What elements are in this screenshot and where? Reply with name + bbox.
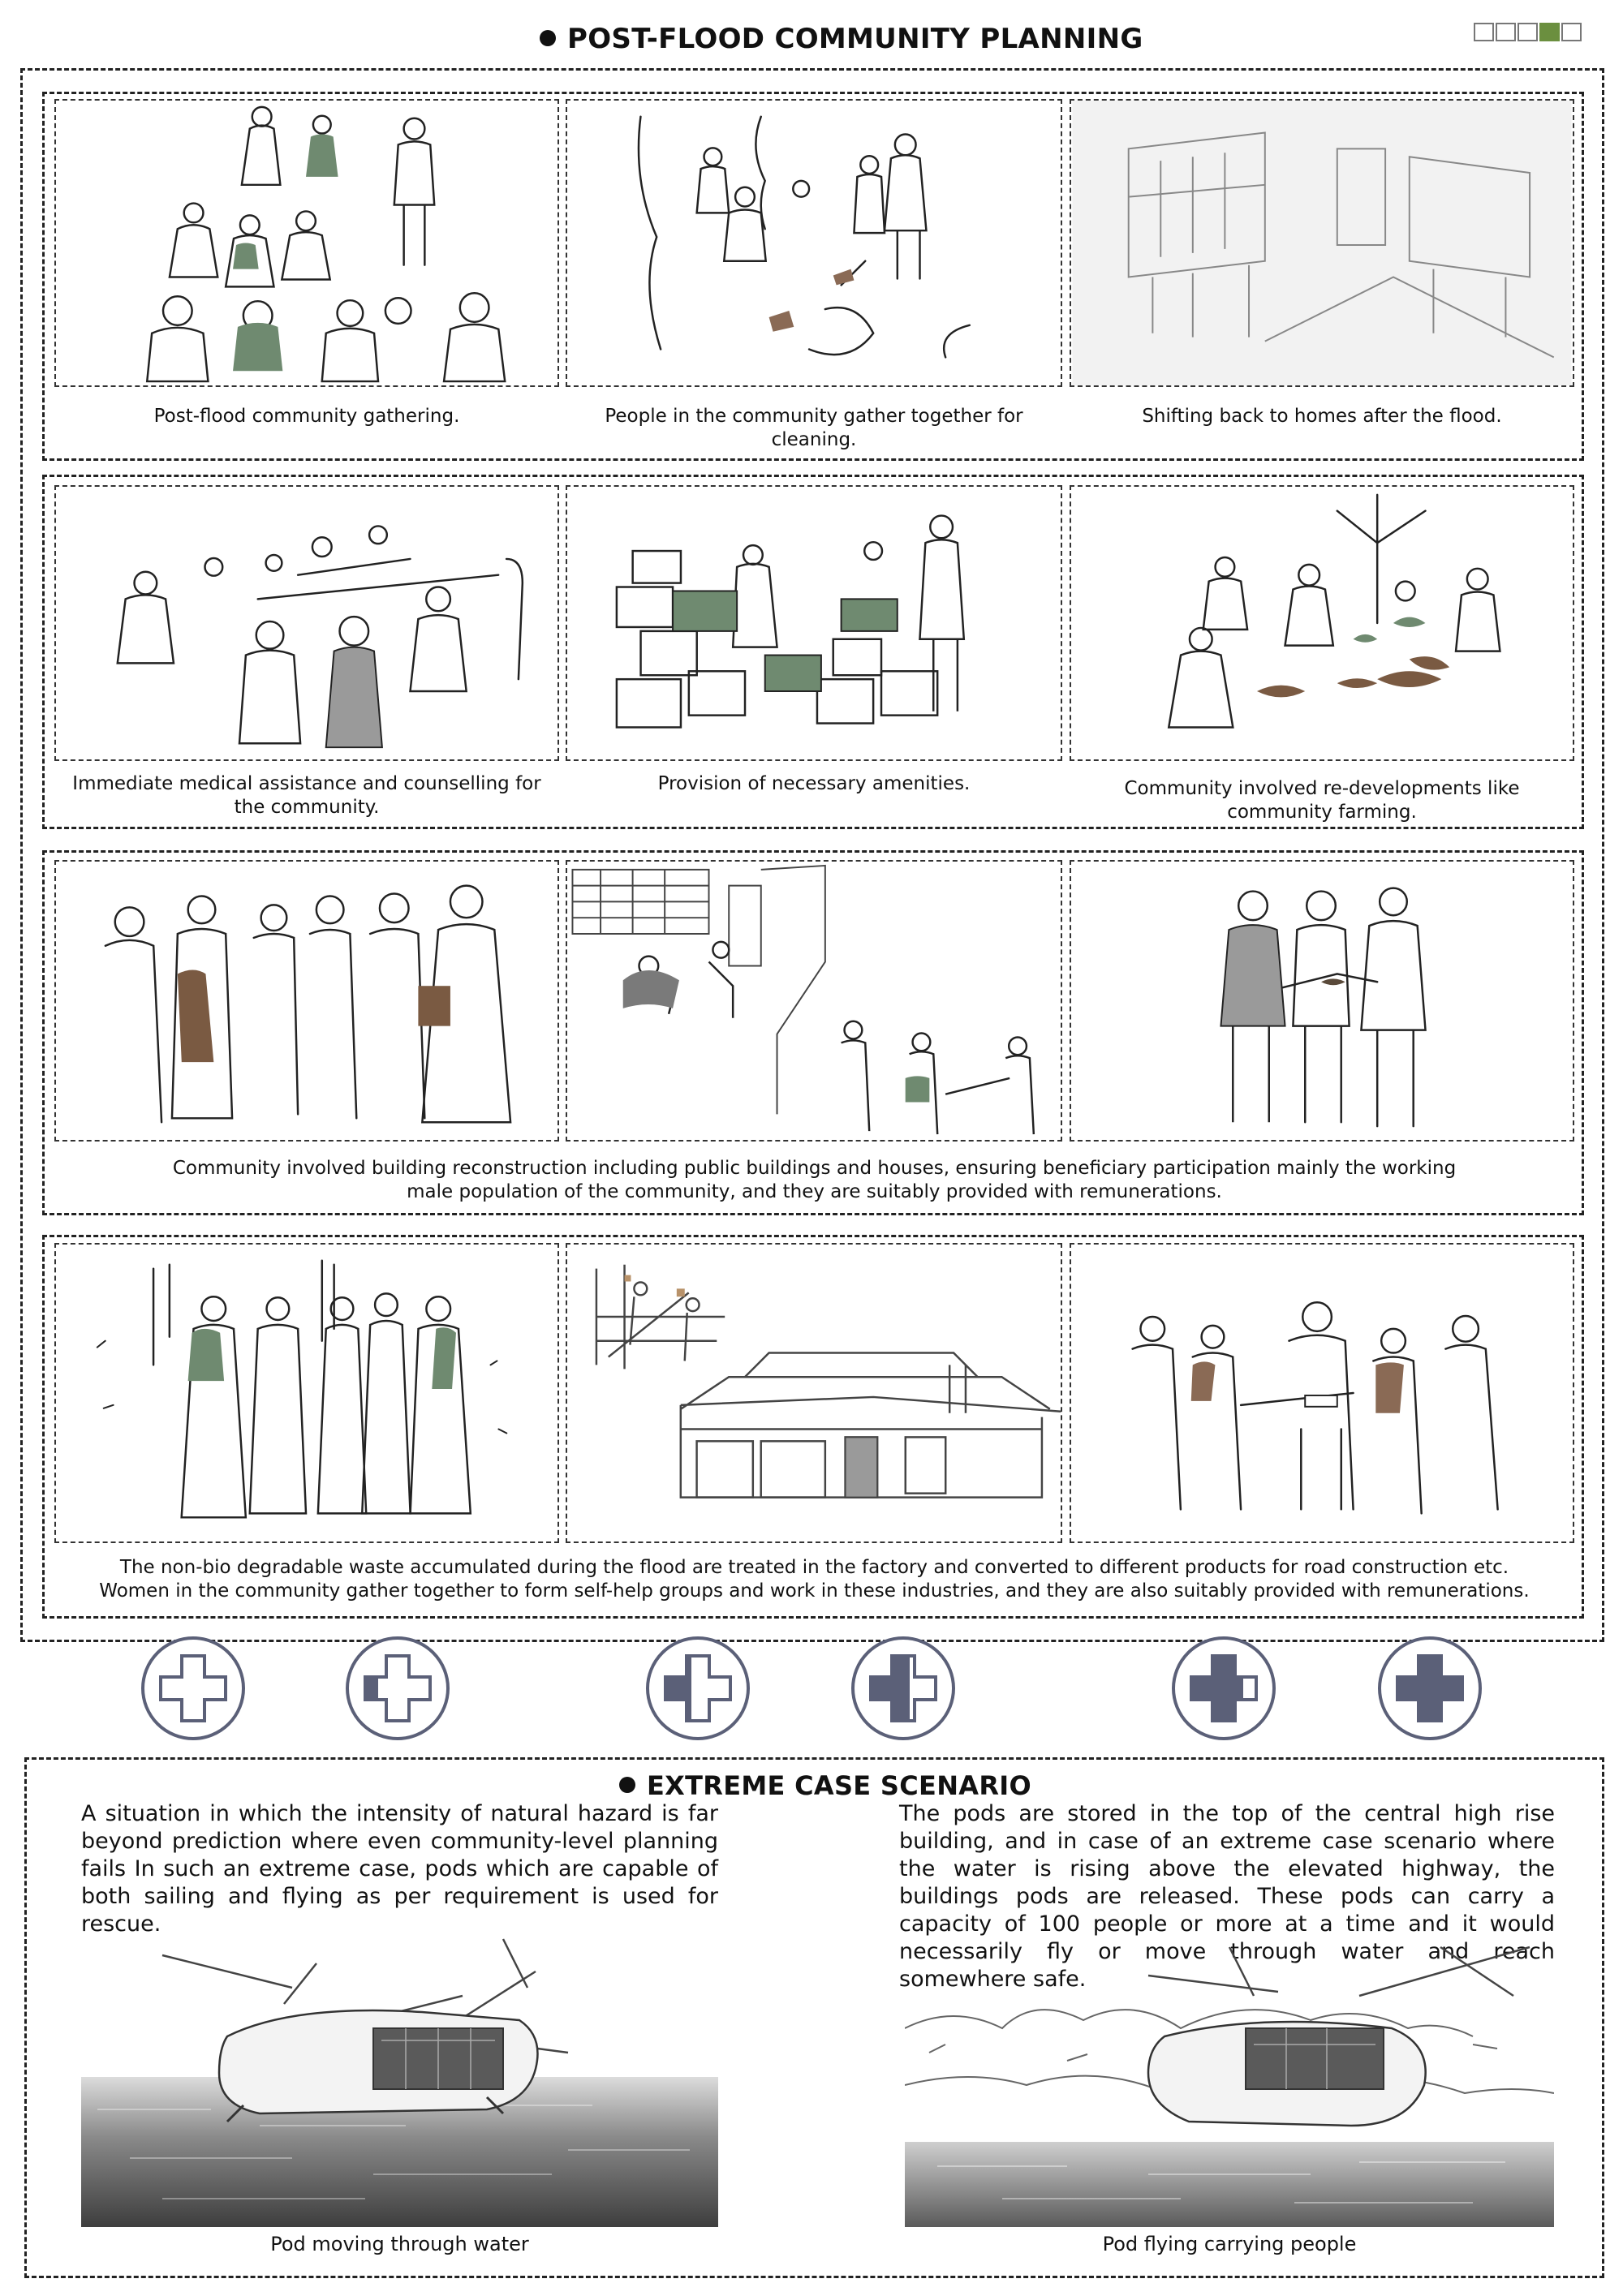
progress-step: [1561, 23, 1582, 41]
page-progress-indicator: [1474, 23, 1582, 41]
caption-pod-flying: Pod flying carrying people: [1102, 2233, 1357, 2255]
cross-icon-row: [0, 1636, 1623, 1741]
medical-cross-icon: [347, 1638, 448, 1739]
pod-sailing-icon: [81, 1931, 718, 2227]
progress-step-current: [1539, 23, 1560, 41]
caption-shifting-home: Shifting back to homes after the flood.: [1142, 406, 1502, 427]
medical-cross-icon: [648, 1638, 748, 1739]
amenities-boxes-sketch-icon: [567, 487, 1061, 759]
women-self-help-group-sketch-icon: [56, 1245, 558, 1541]
community-cleaning-sketch-icon: [567, 101, 1061, 385]
brick-construction-sketch-icon: [567, 862, 1061, 1140]
bullet-icon: [540, 30, 556, 46]
pod-water-illustration: [81, 1931, 718, 2227]
caption-cleaning: People in the community gather together for cleaning.: [605, 406, 1023, 450]
medical-cross-icon: [1173, 1638, 1274, 1739]
farming-sketch: [1070, 485, 1574, 761]
caption-farming: Community involved re-developments like community farming.: [1124, 778, 1520, 823]
women-receiving-payment-sketch-icon: [1071, 1245, 1573, 1541]
stilt-houses-sketch-icon: [1071, 101, 1573, 385]
community-farming-sketch-icon: [1071, 487, 1573, 759]
pod-flying-icon: [905, 1931, 1554, 2227]
page-title: [540, 23, 1143, 55]
caption-waste-factory-line1: The non-bio degradable waste accumulated during the flood are treated in the factory and converted to different products for road construction etc.: [119, 1557, 1509, 1578]
progress-step: [1496, 23, 1516, 41]
progress-step: [1518, 23, 1538, 41]
shifting-home-sketch: [1070, 99, 1574, 387]
workers-sketch: [54, 860, 559, 1142]
women-group-sketch: [54, 1243, 559, 1543]
caption-amenities: Provision of necessary amenities.: [657, 773, 971, 794]
workers-group-sketch-icon: [56, 862, 558, 1140]
community-gathering-sketch-icon: [56, 101, 558, 385]
extreme-case-left-text: A situation in which the intensity of natural hazard is far beyond prediction where even community-level planning fails In such an extreme case, pods which are capable of both sailing and flying as per requirement is used for rescue.: [81, 1801, 718, 1937]
caption-reconstruction: [54, 1157, 1574, 1204]
handshake-sketch: [1070, 860, 1574, 1142]
medical-cross-icon: [143, 1638, 243, 1739]
pod-flying-illustration: [905, 1931, 1554, 2227]
bullet-icon: [619, 1777, 635, 1793]
factory-sketch: [566, 1243, 1062, 1543]
page-title-text: POST-FLOOD COMMUNITY PLANNING: [567, 23, 1143, 55]
medical-sketch: [54, 485, 559, 761]
medical-cross-icon: [1380, 1638, 1480, 1739]
cleaning-sketch: [566, 99, 1062, 387]
medical-assistance-sketch-icon: [56, 487, 558, 759]
caption-waste-factory-line2: Women in the community gather together to form self-help groups and work in these industries, and they are also suitably provided with remunerations.: [99, 1580, 1530, 1602]
extreme-case-title: [619, 1770, 1031, 1801]
women-payment-sketch: [1070, 1243, 1574, 1543]
caption-pod-water: Pod moving through water: [270, 2233, 529, 2255]
extreme-case-title-text: EXTREME CASE SCENARIO: [647, 1770, 1031, 1801]
progress-step: [1474, 23, 1494, 41]
caption-reconstruction-text: Community involved building reconstruction including public buildings and houses, ensuring beneficiary participation mainly the working male population of the community, and they are suitably provided with remunerations.: [172, 1158, 1457, 1202]
factory-building-sketch-icon: [567, 1245, 1061, 1541]
construction-sketch: [566, 860, 1062, 1142]
caption-gathering: Post-flood community gathering.: [153, 406, 460, 427]
caption-waste-factory: [54, 1556, 1574, 1603]
extreme-case-right-text: The pods are stored in the top of the central high rise building, and in case of an extreme case scenario where the water is rising above the elevated highway, the buildings pods are released. These pods can carry a capacity of 100 people or more at a time and it would necessarily fly or move through water and reach somewhere safe.: [899, 1801, 1555, 1992]
medical-cross-icon: [853, 1638, 954, 1739]
gathering-sketch: [54, 99, 559, 387]
remuneration-handshake-sketch-icon: [1071, 862, 1573, 1140]
amenities-sketch: [566, 485, 1062, 761]
caption-medical: Immediate medical assistance and counselling for the community.: [72, 773, 541, 818]
cross-icon-strip: [0, 1636, 1623, 1741]
